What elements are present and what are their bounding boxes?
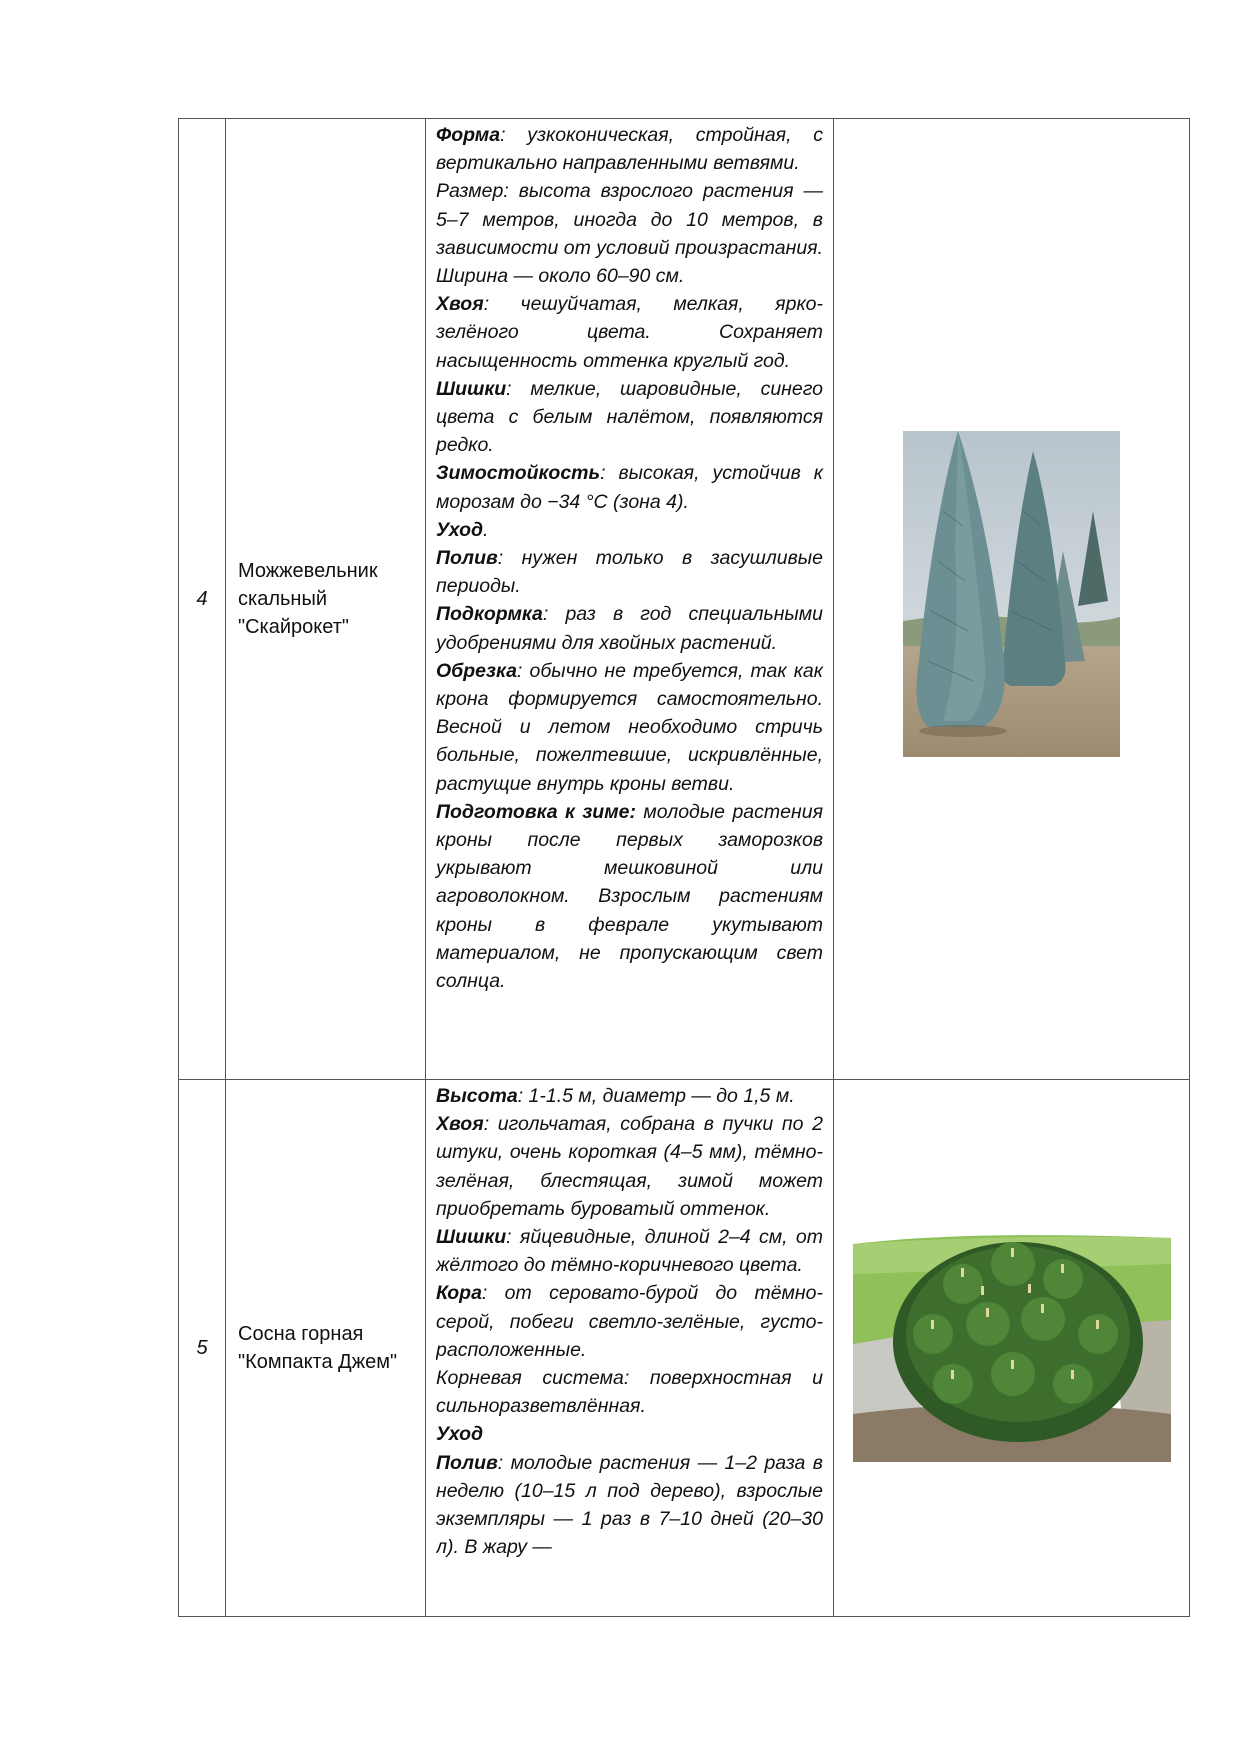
plant-table: [178, 118, 1190, 1617]
desc-paragraph: Подготовка к зиме: молодые растения кроны после первых заморозков укрывают мешковиной или агроволокном. Взрослым растениям кроны в феврале укутывают материалом, не пропускающим свет солнца.: [436, 800, 823, 993]
desc-paragraph: Подкормка: раз в год специальными удобрениями для хвойных растений.: [436, 603, 823, 654]
desc-paragraph: Зимостойкость: высокая, устойчив к морозам до −34 °C (зона 4).: [436, 462, 823, 513]
desc-paragraph: Высота: 1-1.5 м, диаметр — до 1,5 м.: [436, 1085, 795, 1107]
desc-paragraph: Кора: от серовато-бурой до тёмно-серой, побеги светло-зелёные, густо-расположенные.: [436, 1282, 823, 1361]
desc-paragraph: Шишки: мелкие, шаровидные, синего цвета с белым налётом, появляются редко.: [436, 377, 823, 457]
row-number: 5: [179, 1080, 226, 1617]
table-row: [179, 1080, 1190, 1617]
desc-paragraph: Форма: узкоконическая, стройная, с вертикально направленными ветвями.: [436, 124, 823, 175]
plant-photo-cell: [834, 119, 1190, 1080]
desc-paragraph: Уход.: [436, 518, 489, 541]
desc-paragraph: Уход: [436, 1423, 484, 1446]
plant-description: [426, 119, 834, 1080]
row-number: 4: [179, 119, 226, 1080]
desc-paragraph: Хвоя: игольчатая, собрана в пучки по 2 штуки, очень короткая (4–5 мм), тёмно-зелёная, блестящая, зимой может приобретать буроватый оттенок.: [436, 1113, 823, 1220]
plant-name: Сосна горная "Компакта Джем": [226, 1080, 426, 1617]
desc-paragraph: Обрезка: обычно не требуется, так как крона формируется самостоятельно. Весной и летом необходимо стричь больные, пожелтевшие, искривлённые, растущие внутрь кроны ветви.: [436, 659, 823, 795]
plant-photo-cell: [834, 1080, 1190, 1617]
desc-paragraph: Шишки: яйцевидные, длиной 2–4 см, от жёлтого до тёмно-коричневого цвета.: [436, 1226, 823, 1277]
desc-paragraph: Размер: высота взрослого растения — 5–7 метров, иногда до 10 метров, в зависимости от условий произрастания. Ширина — около 60–90 см.: [436, 180, 823, 288]
juniper-skyrocket-photo: [903, 431, 1120, 762]
desc-paragraph: Полив: нужен только в засушливые периоды.: [436, 547, 823, 598]
plant-description: [426, 1080, 834, 1617]
mountain-pine-photo: [853, 1224, 1171, 1467]
desc-paragraph: Корневая система: поверхностная и сильноразветвлённая.: [436, 1367, 823, 1418]
desc-paragraph: Полив: молодые растения — 1–2 раза в неделю (10–15 л под дерево), взрослые экземпляры — 1 раз в 7–10 дней (20–30 л). В жару —: [436, 1451, 823, 1559]
plant-name: Можжевельник скальный "Скайрокет": [226, 119, 426, 1080]
desc-paragraph: Хвоя: чешуйчатая, мелкая, ярко-зелёного цвета. Сохраняет насыщенность оттенка круглый год.: [436, 293, 823, 372]
table-row: [179, 119, 1190, 1080]
